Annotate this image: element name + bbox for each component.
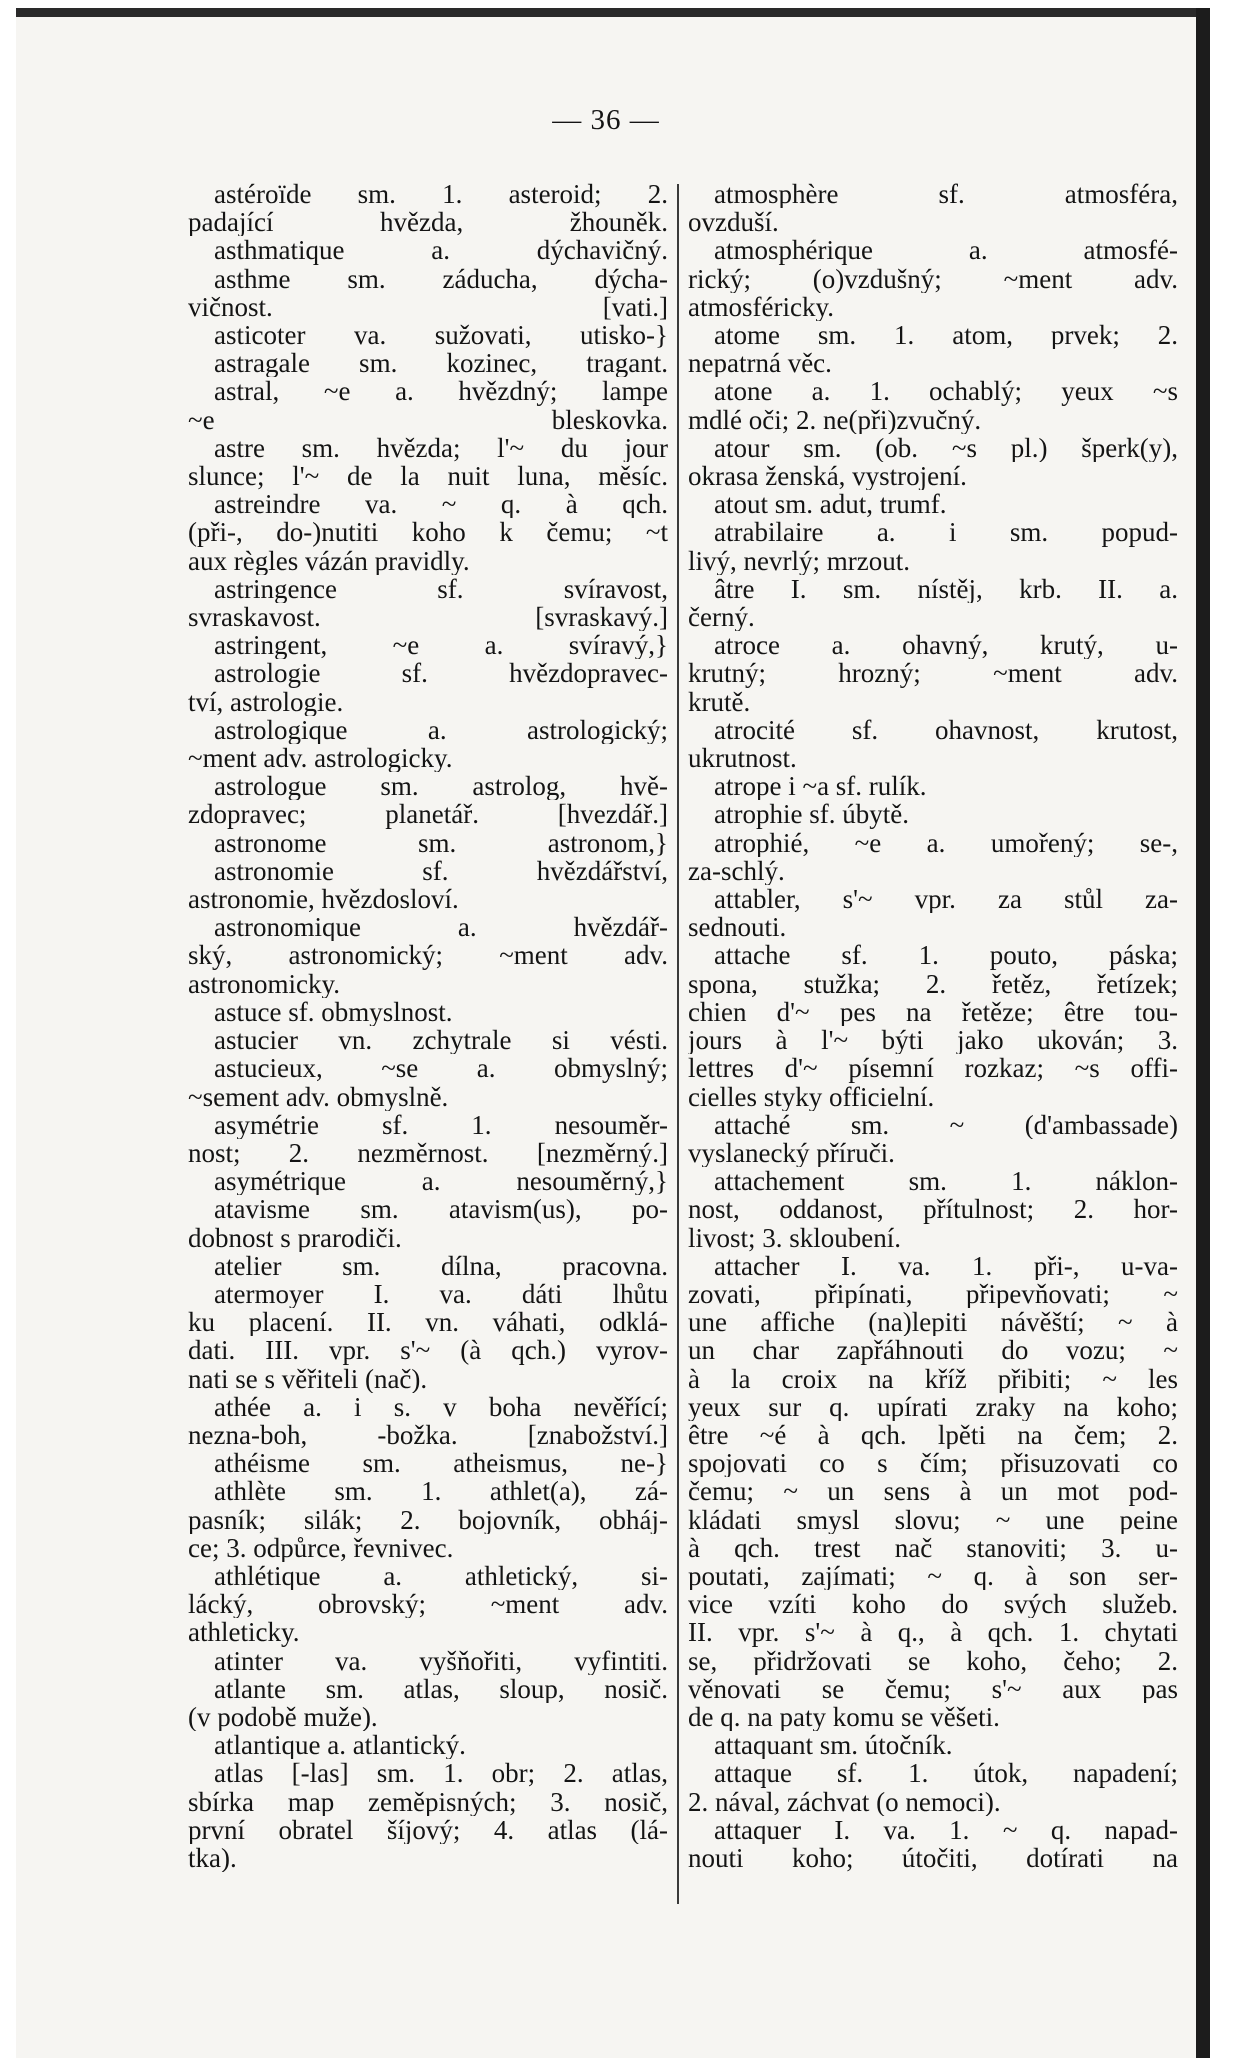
dictionary-continuation-line: nati se s věřiteli (nač). bbox=[188, 1364, 428, 1393]
dictionary-continuation-line: zovati, připínati, připevňovati; ~ bbox=[688, 1279, 1178, 1309]
dictionary-entry-line: atmosphérique a. atmosfé- bbox=[714, 236, 1178, 265]
dictionary-continuation-line: (v podobě muže). bbox=[188, 1702, 378, 1732]
dictionary-continuation-line: slunce; l'~ de la nuit luna, měsíc. bbox=[188, 462, 668, 491]
dictionary-continuation-line: sednouti. bbox=[688, 913, 787, 942]
dictionary-continuation-line: (při-, do-)nutiti koho k čemu; ~t bbox=[188, 518, 668, 547]
dictionary-continuation-line: ~e bleskovka. bbox=[188, 405, 668, 434]
dictionary-continuation-line: vice vzíti koho do svých služeb. bbox=[688, 1590, 1178, 1619]
dictionary-entry-line: atrophie sf. úbytě. bbox=[714, 800, 909, 829]
dictionary-entry-line: asymétrique a. nesouměrný,} bbox=[214, 1167, 668, 1196]
dictionary-continuation-line: nezna-boh, -božka. [znabožství.] bbox=[188, 1420, 668, 1450]
dictionary-entry-line: astrologie sf. hvězdopravec- bbox=[214, 659, 668, 688]
dictionary-continuation-line: lettres d'~ písemní rozkaz; ~s offi- bbox=[688, 1054, 1178, 1083]
dictionary-entry-line: atavisme sm. atavism(us), po- bbox=[214, 1195, 668, 1224]
dictionary-continuation-line: ~sement adv. obmyslně. bbox=[188, 1082, 449, 1111]
dictionary-continuation-line: sbírka map zeměpisných; 3. nosič, bbox=[188, 1787, 668, 1816]
left-column bbox=[188, 180, 668, 1872]
dictionary-continuation-line: livý, nevrlý; mrzout. bbox=[688, 546, 910, 575]
dictionary-entry-line: astrologique a. astrologický; bbox=[214, 715, 668, 745]
dictionary-entry-line: astucieux, ~se a. obmyslný; bbox=[214, 1054, 668, 1083]
dictionary-entry-line: attache sf. 1. pouto, páska; bbox=[714, 941, 1178, 970]
dictionary-continuation-line: jours à l'~ býti jako ukován; 3. bbox=[688, 1026, 1178, 1055]
dictionary-entry-line: attaquer I. va. 1. ~ q. napad- bbox=[714, 1815, 1178, 1844]
dictionary-continuation-line: zdopravec; planetář. [hvezdář.] bbox=[188, 800, 668, 829]
dictionary-entry-line: attabler, s'~ vpr. za stůl za- bbox=[714, 885, 1178, 914]
dictionary-entry-line: atlantique a. atlantický. bbox=[214, 1731, 466, 1760]
dictionary-continuation-line: poutati, zajímati; ~ q. à son ser- bbox=[688, 1561, 1178, 1591]
dictionary-continuation-line: vyslanecký příruči. bbox=[688, 1138, 895, 1168]
dictionary-entry-line: asthme sm. záducha, dýcha- bbox=[214, 264, 668, 293]
dictionary-entry-line: astragale sm. kozinec, tragant. bbox=[214, 349, 668, 378]
dictionary-entry-line: astéroïde sm. 1. asteroid; 2. bbox=[214, 180, 668, 209]
dictionary-entry-line: athée a. i s. v boha nevěřící; bbox=[214, 1392, 668, 1421]
dictionary-continuation-line: věnovati se čemu; s'~ aux pas bbox=[688, 1674, 1178, 1703]
dictionary-entry-line: atelier sm. dílna, pracovna. bbox=[214, 1251, 668, 1280]
dictionary-entry-line: astronome sm. astronom,} bbox=[214, 828, 668, 857]
dictionary-entry-line: astucier vn. zchytrale si vésti. bbox=[214, 1026, 668, 1055]
dictionary-entry-line: attaché sm. ~ (d'ambassade) bbox=[714, 1110, 1178, 1139]
dictionary-continuation-line: nouti koho; útočiti, dotírati na bbox=[688, 1843, 1178, 1873]
dictionary-entry-line: asthmatique a. dýchavičný. bbox=[214, 236, 668, 265]
dictionary-continuation-line: kládati smysl slovu; ~ une peine bbox=[688, 1505, 1178, 1534]
dictionary-entry-line: athéisme sm. atheismus, ne-} bbox=[214, 1449, 668, 1478]
dictionary-continuation-line: spojovati co s čím; přisuzovati co bbox=[688, 1449, 1178, 1478]
column-divider bbox=[677, 184, 679, 1904]
dictionary-entry-line: attaque sf. 1. útok, napadení; bbox=[714, 1759, 1178, 1788]
dictionary-continuation-line: za-schlý. bbox=[688, 856, 785, 886]
dictionary-entry-line: asymétrie sf. 1. nesouměr- bbox=[214, 1110, 668, 1139]
page-number: — 36 — bbox=[552, 104, 660, 136]
dictionary-continuation-line: astronomicky. bbox=[188, 969, 340, 998]
dictionary-entry-line: atlante sm. atlas, sloup, nosič. bbox=[214, 1674, 668, 1703]
dictionary-continuation-line: krutný; hrozný; ~ment adv. bbox=[688, 659, 1178, 688]
dictionary-continuation-line: atmosféricky. bbox=[688, 292, 834, 322]
dictionary-page bbox=[16, 8, 1210, 2058]
dictionary-entry-line: atlas [-las] sm. 1. obr; 2. atlas, bbox=[214, 1759, 668, 1788]
dictionary-continuation-line: de q. na paty komu se věšeti. bbox=[688, 1702, 1000, 1732]
dictionary-continuation-line: être ~é à qch. lpěti na čem; 2. bbox=[688, 1420, 1178, 1450]
dictionary-continuation-line: cielles styky officielní. bbox=[688, 1082, 935, 1111]
dictionary-entry-line: atrabilaire a. i sm. popud- bbox=[714, 518, 1178, 547]
dictionary-continuation-line: à qch. trest nač stanoviti; 3. u- bbox=[688, 1533, 1178, 1562]
dictionary-continuation-line: dati. III. vpr. s'~ (à qch.) vyrov- bbox=[188, 1336, 668, 1365]
dictionary-entry-line: astronomique a. hvězdář- bbox=[214, 913, 668, 942]
dictionary-entry-line: astringent, ~e a. svíravý,} bbox=[214, 631, 668, 660]
dictionary-entry-line: astrologue sm. astrolog, hvě- bbox=[214, 772, 668, 801]
dictionary-entry-line: attaquant sm. útočník. bbox=[714, 1731, 953, 1760]
dictionary-entry-line: attacher I. va. 1. při-, u-va- bbox=[714, 1251, 1178, 1280]
dictionary-continuation-line: une affiche (na)lepiti návěští; ~ à bbox=[688, 1308, 1178, 1337]
right-column bbox=[688, 180, 1178, 1872]
dictionary-continuation-line: ~ment adv. astrologicky. bbox=[188, 744, 453, 773]
dictionary-entry-line: atmosphère sf. atmosféra, bbox=[714, 180, 1178, 209]
dictionary-continuation-line: černý. bbox=[688, 603, 755, 632]
dictionary-entry-line: âtre I. sm. nístěj, krb. II. a. bbox=[714, 574, 1178, 604]
dictionary-continuation-line: astronomie, hvězdosloví. bbox=[188, 885, 459, 914]
dictionary-continuation-line: ovzduší. bbox=[688, 208, 779, 237]
dictionary-continuation-line: II. vpr. s'~ à q., à qch. 1. chytati bbox=[688, 1618, 1178, 1647]
dictionary-continuation-line: ský, astronomický; ~ment adv. bbox=[188, 941, 668, 970]
dictionary-continuation-line: rický; (o)vzdušný; ~ment adv. bbox=[688, 264, 1178, 293]
dictionary-entry-line: atome sm. 1. atom, prvek; 2. bbox=[714, 321, 1178, 350]
dictionary-continuation-line: mdlé oči; 2. ne(při)zvučný. bbox=[688, 405, 982, 434]
dictionary-entry-line: athlétique a. athletický, si- bbox=[214, 1561, 668, 1591]
dictionary-continuation-line: athleticky. bbox=[188, 1618, 300, 1647]
dictionary-entry-line: attachement sm. 1. náklon- bbox=[714, 1167, 1178, 1196]
dictionary-continuation-line: lácký, obrovský; ~ment adv. bbox=[188, 1590, 668, 1619]
dictionary-continuation-line: pasník; silák; 2. bojovník, obháj- bbox=[188, 1505, 668, 1534]
dictionary-entry-line: athlète sm. 1. athlet(a), zá- bbox=[214, 1477, 668, 1506]
dictionary-continuation-line: ku placení. II. vn. váhati, odklá- bbox=[188, 1308, 668, 1337]
dictionary-continuation-line: ce; 3. odpůrce, řevnivec. bbox=[188, 1533, 454, 1562]
dictionary-continuation-line: krutě. bbox=[688, 687, 751, 716]
dictionary-entry-line: atrope i ~a sf. rulík. bbox=[714, 772, 927, 801]
dictionary-continuation-line: vičnost. [vati.] bbox=[188, 292, 668, 322]
dictionary-entry-line: atermoyer I. va. dáti lhůtu bbox=[214, 1279, 668, 1309]
dictionary-entry-line: atroce a. ohavný, krutý, u- bbox=[714, 631, 1178, 660]
dictionary-continuation-line: se, přidržovati se koho, čeho; 2. bbox=[688, 1646, 1178, 1675]
dictionary-entry-line: astringence sf. svíravost, bbox=[214, 574, 668, 604]
dictionary-entry-line: astral, ~e a. hvězdný; lampe bbox=[214, 377, 668, 406]
dictionary-continuation-line: čemu; ~ un sens à un mot pod- bbox=[688, 1477, 1178, 1506]
dictionary-entry-line: asticoter va. sužovati, utisko-} bbox=[214, 321, 668, 350]
dictionary-entry-line: atout sm. adut, trumf. bbox=[714, 490, 947, 519]
dictionary-entry-line: atrophié, ~e a. umořený; se-, bbox=[714, 828, 1178, 857]
dictionary-continuation-line: 2. nával, záchvat (o nemoci). bbox=[688, 1787, 1001, 1816]
dictionary-continuation-line: ukrutnost. bbox=[688, 744, 797, 773]
dictionary-continuation-line: livost; 3. skloubení. bbox=[688, 1223, 902, 1252]
dictionary-entry-line: astronomie sf. hvězdářství, bbox=[214, 856, 668, 886]
dictionary-continuation-line: aux règles vázán pravidly. bbox=[188, 546, 470, 575]
dictionary-continuation-line: padající hvězda, žhouněk. bbox=[188, 208, 668, 237]
dictionary-entry-line: atour sm. (ob. ~s pl.) šperk(y), bbox=[714, 433, 1178, 463]
dictionary-continuation-line: chien d'~ pes na řetěze; être tou- bbox=[688, 997, 1178, 1027]
dictionary-continuation-line: spona, stužka; 2. řetěz, řetízek; bbox=[688, 969, 1178, 998]
dictionary-continuation-line: svraskavost. [svraskavý.] bbox=[188, 603, 668, 632]
dictionary-continuation-line: tka). bbox=[188, 1843, 237, 1873]
dictionary-entry-line: astre sm. hvězda; l'~ du jour bbox=[214, 433, 668, 463]
dictionary-entry-line: atrocité sf. ohavnost, krutost, bbox=[714, 715, 1178, 745]
dictionary-continuation-line: à la croix na kříž přibiti; ~ les bbox=[688, 1364, 1178, 1393]
dictionary-entry-line: astreindre va. ~ q. à qch. bbox=[214, 490, 668, 519]
dictionary-continuation-line: tví, astrologie. bbox=[188, 687, 344, 716]
dictionary-entry-line: astuce sf. obmyslnost. bbox=[214, 997, 453, 1027]
dictionary-continuation-line: nepatrná věc. bbox=[688, 349, 832, 378]
dictionary-continuation-line: dobnost s prarodiči. bbox=[188, 1223, 402, 1252]
dictionary-continuation-line: okrasa ženská, vystrojení. bbox=[688, 462, 967, 491]
dictionary-entry-line: atinter va. vyšňořiti, vyfintiti. bbox=[214, 1646, 668, 1675]
dictionary-continuation-line: nost; 2. nezměrnost. [nezměrný.] bbox=[188, 1138, 668, 1168]
dictionary-continuation-line: první obratel šíjový; 4. atlas (lá- bbox=[188, 1815, 668, 1844]
dictionary-continuation-line: nost, oddanost, přítulnost; 2. hor- bbox=[688, 1195, 1178, 1224]
dictionary-entry-line: atone a. 1. ochablý; yeux ~s bbox=[714, 377, 1178, 406]
page-top-edge bbox=[16, 8, 1196, 17]
dictionary-continuation-line: un char zapřáhnouti do vozu; ~ bbox=[688, 1336, 1178, 1365]
dictionary-continuation-line: yeux sur q. upírati zraky na koho; bbox=[688, 1392, 1178, 1421]
